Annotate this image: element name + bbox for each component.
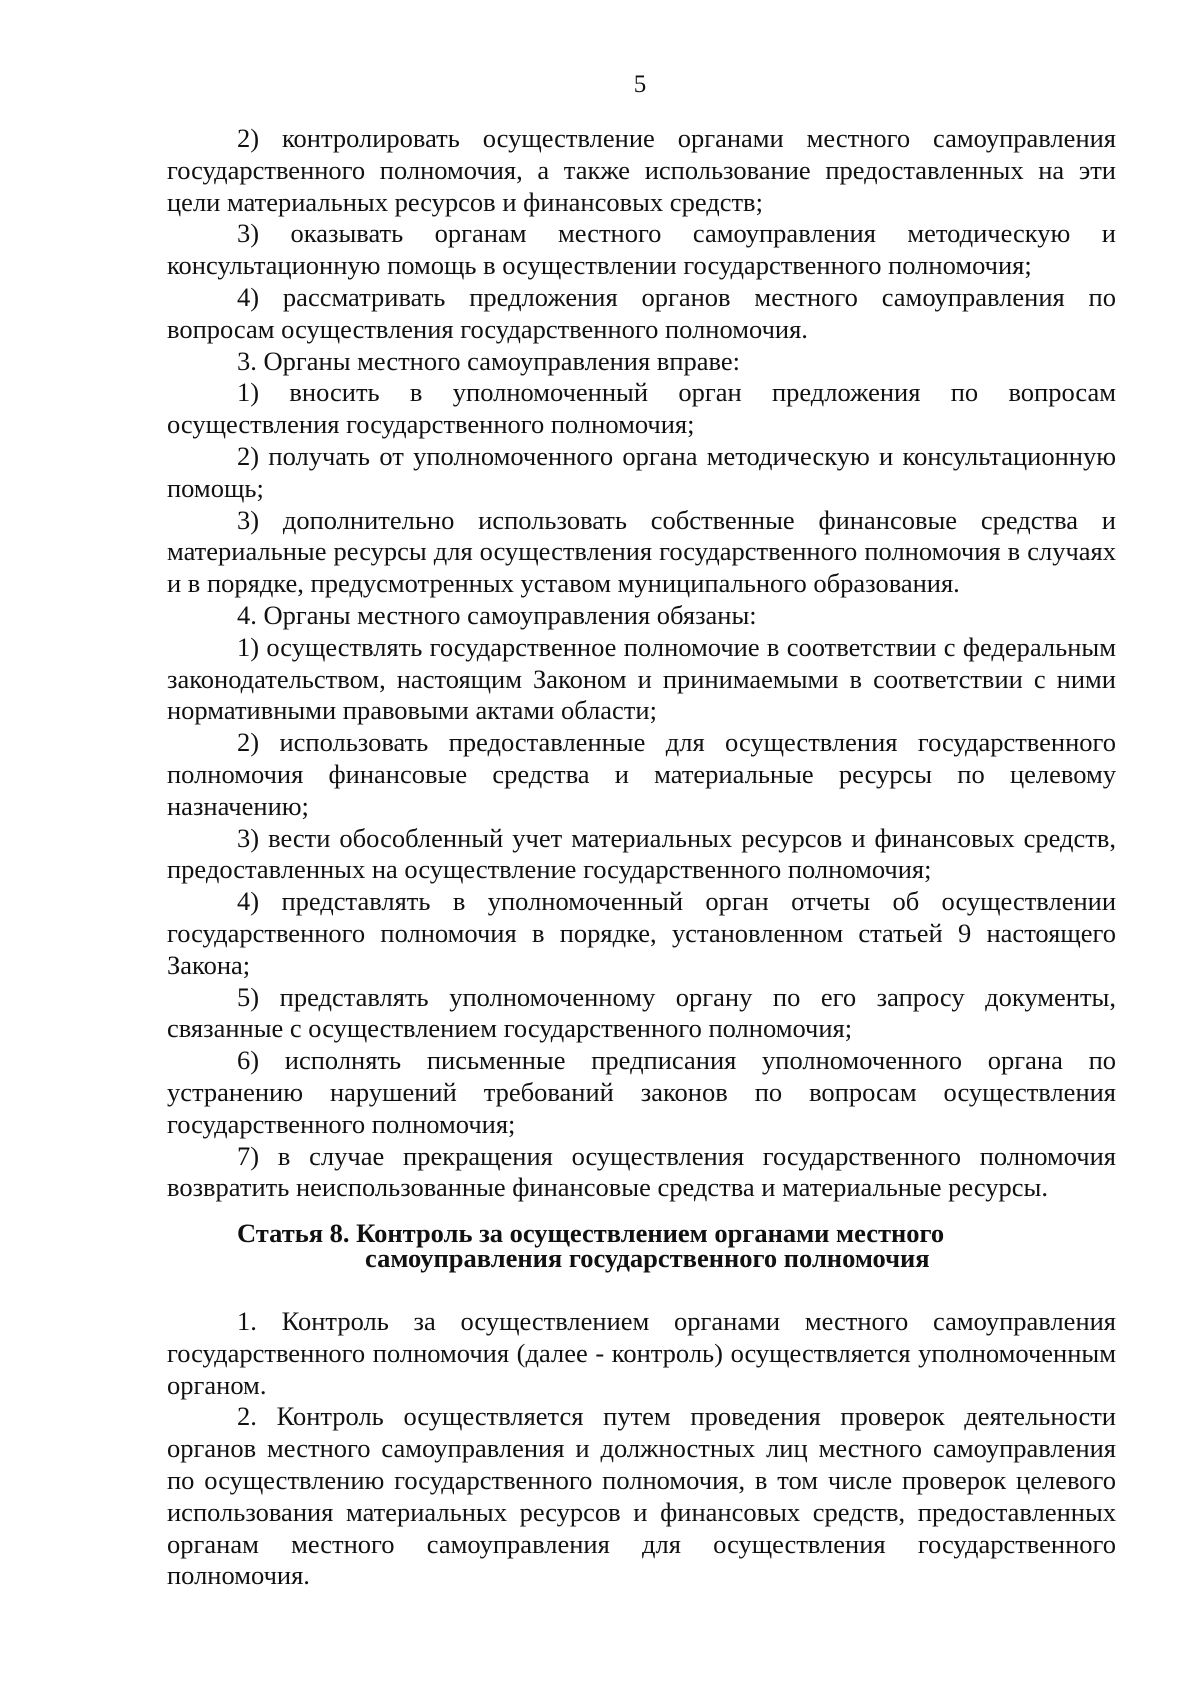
list-item: 1. Контроль за осуществлением органами местного самоуправления государственного полномочия (далее - контроль) осуществляется уполномоченным органом. (167, 1306, 1116, 1400)
article-heading-line-2: самоуправления государственного полномочия (365, 1243, 930, 1273)
list-item: 1) вносить в уполномоченный орган предложения по вопросам осуществления государственного полномочия; (167, 377, 1116, 440)
list-item: 2) контролировать осуществление органами местного самоуправления государственного полномочия, а также использование предоставленных на эти цели материальных ресурсов и финансовых средств; (167, 123, 1116, 217)
article-heading (237, 1218, 997, 1273)
list-item: 2) использовать предоставленные для осуществления государственного полномочия финансовые средства и материальные ресурсы по целевому назначению; (167, 727, 1116, 821)
section-lead: 3. Органы местного самоуправления вправе: (237, 345, 740, 376)
list-item: 4) представлять в уполномоченный орган отчеты об осуществлении государственного полномочия в порядке, установленном статьей 9 настоящего Закона; (167, 886, 1116, 980)
article-heading-line-1: Статья 8. Контроль за осуществлением органами местного (237, 1218, 945, 1248)
list-item: 2. Контроль осуществляется путем проведения проверок деятельности органов местного самоуправления и должностных лиц местного самоуправления по осуществлению государственного полномочия, в том числе проверок целевого использования материальных ресурсов и финансовых средств, предоставленных органам местного самоуправления для осуществления государственного полномочия. (167, 1401, 1116, 1591)
list-item: 3) вести обособленный учет материальных ресурсов и финансовых средств, предоставленных на осуществление государственного полномочия; (167, 822, 1116, 885)
section-lead: 4. Органы местного самоуправления обязаны: (237, 599, 757, 630)
document-body-part-2 (167, 1306, 1116, 1592)
list-item: 6) исполнять письменные предписания уполномоченного органа по устранению нарушений требований законов по вопросам осуществления государственного полномочия; (167, 1045, 1116, 1139)
document-body-part-1 (167, 123, 1116, 1204)
page-number: 5 (633, 71, 647, 98)
list-item: 3) дополнительно использовать собственные финансовые средства и материальные ресурсы для осуществления государственного полномочия в случаях и в порядке, предусмотренных уставом муниципального образования. (167, 504, 1116, 599)
list-item: 4) рассматривать предложения органов местного самоуправления по вопросам осуществления государственного полномочия. (167, 281, 1116, 344)
list-item: 7) в случае прекращения осуществления государственного полномочия возвратить неиспользованные финансовые средства и материальные ресурсы. (167, 1140, 1116, 1203)
list-item: 5) представлять уполномоченному органу по его запросу документы, связанные с осуществлением государственного полномочия; (167, 981, 1116, 1044)
list-item: 3) оказывать органам местного самоуправления методическую и консультационную помощь в осуществлении государственного полномочия; (167, 218, 1116, 281)
list-item: 1) осуществлять государственное полномочие в соответствии с федеральным законодательством, настоящим Законом и принимаемыми в соответствии с ними нормативными правовыми актами области; (167, 631, 1116, 726)
list-item: 2) получать от уполномоченного органа методическую и консультационную помощь; (167, 440, 1116, 503)
